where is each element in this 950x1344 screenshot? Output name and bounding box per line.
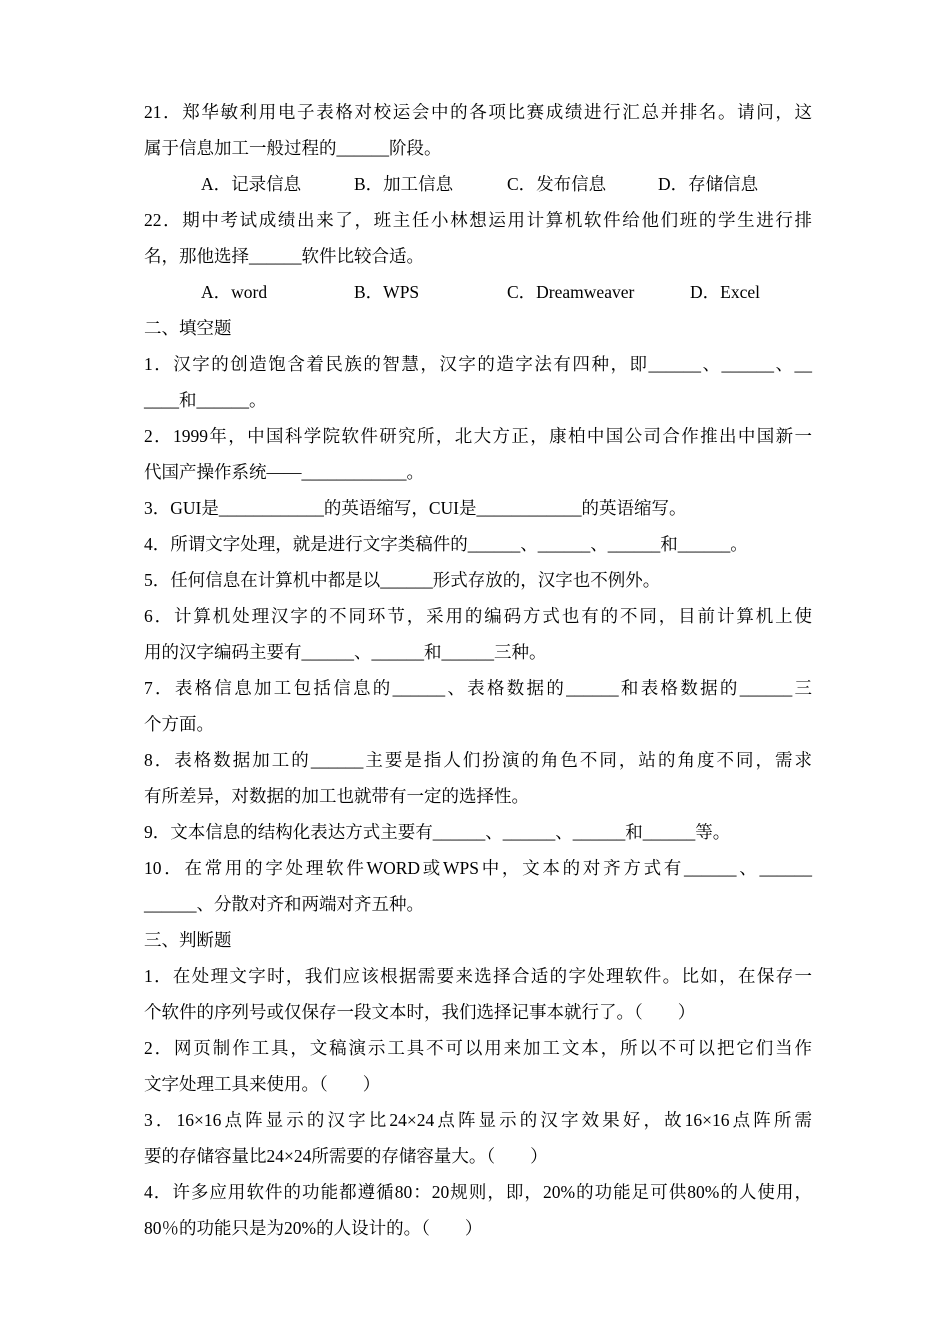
q22-line-1: 22．期中考试成绩出来了，班主任小林想运用计算机软件给他们班的学生进行排 [144, 210, 812, 230]
fill-line: 6．计算机处理汉字的不同环节，采用的编码方式也有的不同，目前计算机上使 [144, 606, 812, 626]
judge-line: 3．16×16点阵显示的汉字比24×24点阵显示的汉字效果好，故16×16点阵所需 [144, 1110, 812, 1130]
fill-line: 5．任何信息在计算机中都是以______形式存放的，汉字也不例外。 [144, 570, 661, 590]
q21-option-d: D．存储信息 [658, 174, 759, 194]
judge-line: 文字处理工具来使用。（ ） [144, 1074, 381, 1094]
fill-line: 有所差异，对数据的加工也就带有一定的选择性。 [144, 786, 529, 806]
q22-line-2: 名，那他选择______软件比较合适。 [144, 246, 424, 266]
fill-line: 2．1999年，中国科学院软件研究所，北大方正，康柏中国公司合作推出中国新一 [144, 426, 812, 446]
fill-line: 3．GUI是____________的英语缩写，CUI是____________的英语缩写。 [144, 498, 687, 518]
q21-option-a: A．记录信息 [201, 174, 302, 194]
fill-section-heading: 二、填空题 [144, 318, 232, 338]
fill-line: 9．文本信息的结构化表达方式主要有______、______、______和______等。 [144, 822, 731, 842]
q21-line-1: 21．郑华敏利用电子表格对校运会中的各项比赛成绩进行汇总并排名。请问，这 [144, 102, 812, 122]
fill-line: ______、分散对齐和两端对齐五种。 [144, 894, 424, 914]
judge-line: 1．在处理文字时，我们应该根据需要来选择合适的字处理软件。比如，在保存一 [144, 966, 812, 986]
judge-line: 4．许多应用软件的功能都遵循80：20规则，即，20%的功能足可供80%的人使用， [144, 1182, 812, 1202]
fill-line: ____和______。 [144, 390, 267, 410]
q21-option-c: C．发布信息 [507, 174, 607, 194]
judge-section-heading: 三、判断题 [144, 930, 232, 950]
q22-options [144, 274, 812, 310]
judge-line: 2．网页制作工具，文稿演示工具不可以用来加工文本，所以不可以把它们当作 [144, 1038, 812, 1058]
fill-line: 10．在常用的字处理软件WORD或WPS中，文本的对齐方式有______、______ [144, 858, 812, 878]
judge-line: 个软件的序列号或仅保存一段文本时，我们选择记事本就行了。（ ） [144, 1002, 696, 1022]
q21-options [144, 166, 812, 202]
q22-option-c: C．Dreamweaver [507, 282, 635, 302]
fill-line: 代国产操作系统——____________。 [144, 462, 424, 482]
q21-option-b: B．加工信息 [354, 174, 454, 194]
fill-line: 7．表格信息加工包括信息的______、表格数据的______和表格数据的______三 [144, 678, 812, 698]
fill-line: 8．表格数据加工的______主要是指人们扮演的角色不同，站的角度不同，需求 [144, 750, 812, 770]
q22-option-b: B．WPS [354, 282, 420, 302]
fill-line: 用的汉字编码主要有______、______和______三种。 [144, 642, 547, 662]
q22-option-d: D．Excel [690, 282, 760, 302]
judge-line: 要的存储容量比24×24所需要的存储容量大。（ ） [144, 1146, 548, 1166]
q22-option-a: A．word [201, 282, 268, 302]
judge-line: 80％的功能只是为20%的人设计的。（ ） [144, 1218, 483, 1238]
fill-line: 个方面。 [144, 714, 214, 734]
document-page [144, 94, 812, 1246]
fill-line: 1．汉字的创造饱含着民族的智慧，汉字的造字法有四种，即______、______、__ [144, 354, 812, 374]
fill-line: 4．所谓文字处理，就是进行文字类稿件的______、______、______和______。 [144, 534, 748, 554]
q21-line-2: 属于信息加工一般过程的______阶段。 [144, 138, 442, 158]
